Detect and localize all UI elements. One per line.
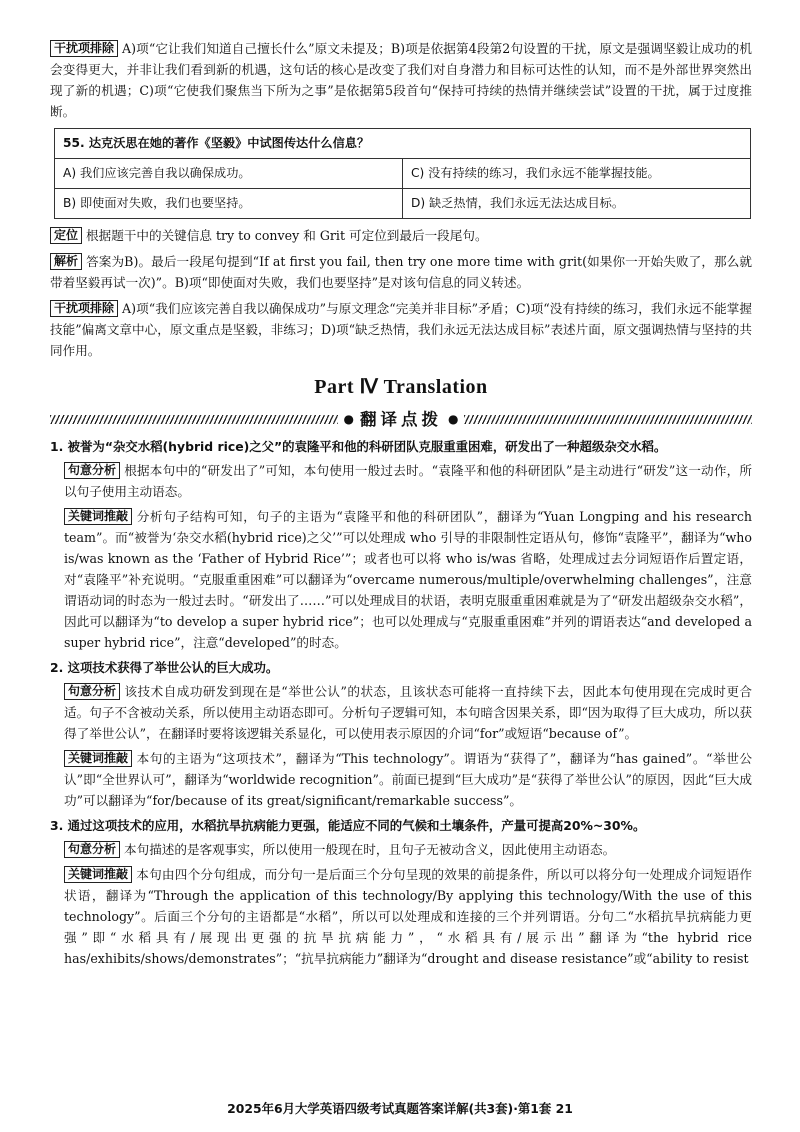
page-content: [50, 38, 752, 973]
item-2-analysis-text: 该技术自成功研发到现在是“举世公认”的状态，且该状态可能将一直持续下去，因此本句使用现在完成时更合适。句子不含被动关系，所以使用主动语态即可。分析句子逻辑可知，本句暗含因果关系，即“因为取得了巨大成功，所以获得了举世公认”，在翻译时要将该逻辑关系显化，可以使用表示原因的介词“for”或短语“because of”。: [64, 684, 752, 741]
analysis-text: 答案为B)。最后一段尾句提到“If at first you fail, then try one more time with grit(如果你一开始失败了，那么就带着坚毅再试一次)”。B)项“即使面对失败，我们也要坚持”是对该句信息的同义转述。: [50, 254, 752, 290]
analysis-tag: 解析: [50, 253, 82, 270]
banner-title: 翻译点拨: [360, 409, 442, 429]
item-1-analysis-text: 根据本句中的“研发出了”可知，本句使用一般过去时。“袁隆平和他的科研团队”是主动进行“研发”这一动作，所以句子使用主动语态。: [64, 463, 752, 499]
item-2-keyword: [50, 748, 752, 811]
option-c: C) 没有持续的练习，我们永远不能掌握技能。: [403, 159, 751, 189]
banner-hatch-left: [50, 415, 338, 424]
option-b: B) 即使面对失败，我们也要坚持。: [55, 189, 403, 219]
item-2-keyword-text: 本句的主语为“这项技术”，翻译为“This technology”。谓语为“获得了”，翻译为“has gained”。“举世公认”即“全世界认可”，翻译为“worldwide recognition”。前面已提到“巨大成功”是“获得了举世公认”的原因，因此“巨大成功”可以翻译为“for/because of its great/significant/remarkable success”。: [64, 751, 752, 808]
locate-paragraph: [50, 225, 752, 246]
section-banner: [50, 408, 752, 430]
translation-sentence-2: 2. 这项技术获得了举世公认的巨大成功。: [50, 660, 279, 675]
sentence-analysis-tag: 句意分析: [64, 683, 120, 700]
translation-sentence-3: 3. 通过这项技术的应用，水稻抗旱抗病能力更强，能适应不同的气候和土壤条件，产量可提高20%~30%。: [50, 818, 646, 833]
item-3-analysis-text: 本句描述的是客观事实，所以使用一般现在时，且句子无被动含义，因此使用主动语态。: [124, 842, 616, 857]
locate-tag: 定位: [50, 227, 82, 244]
question-55-table: [54, 128, 751, 219]
banner-hatch-right: [464, 415, 752, 424]
banner-dot-icon: ●: [343, 411, 354, 426]
item-3-analysis: [50, 839, 752, 860]
intro-distractor-text: A)项“它让我们知道自己擅长什么”原文未提及；B)项是依据第4段第2句设置的干扰，原文是强调坚毅让成功的机会变得更大，并非让我们看到新的机遇，这句话的核心是改变了我们对自身潜力和目标可达性的认知，而不是外部世界突然出现了新的机遇；C)项“它使我们聚焦当下所为之事”是依据第5段首句“保持可持续的热情并继续尝试”设置的干扰，属于过度推断。: [50, 41, 752, 119]
q55-distractor-text: A)项“我们应该完善自我以确保成功”与原文理念“完美并非目标”矛盾；C)项“没有持续的练习，我们永远不能掌握技能”偏离文章中心，原文重点是坚毅，非练习；D)项“缺乏热情，我们永远无法达成目标”表述片面，原文强调热情与坚持的共同作用。: [50, 301, 752, 358]
analysis-paragraph: [50, 251, 752, 293]
keyword-tag: 关键词推敲: [64, 508, 132, 525]
q55-distractor-paragraph: [50, 298, 752, 361]
keyword-tag: 关键词推敲: [64, 866, 132, 883]
item-3-keyword-text: 本句由四个分句组成，而分句一是后面三个分句呈现的效果的前提条件，所以可以将分句一处理成介词短语作状语，翻译为“Through the application of this technology/By applying this technology/With the use of this technology”。后面三个分句的主语都是“水稻”，所以可以处理成和连接的三个并列谓语。分句二“水稻抗旱抗病能力更强”即“水稻具有/展现出更强的抗旱抗病能力”，“水稻具有/展示出”翻译为“the hybrid rice has/exhibits/shows/demonstrates”；“抗旱抗病能力”翻译为“drought and disease resistance”或“ability to resist: [64, 867, 752, 966]
item-1-keyword: [50, 506, 752, 653]
keyword-tag: 关键词推敲: [64, 750, 132, 767]
option-d: D) 缺乏热情，我们永远无法达成目标。: [403, 189, 751, 219]
item-2-analysis: [50, 681, 752, 744]
question-55-title: 55. 达克沃思在她的著作《坚毅》中试图传达什么信息？: [55, 129, 751, 159]
item-3-keyword: [50, 864, 752, 969]
intro-distractor-paragraph: [50, 38, 752, 122]
translation-sentence-1: 1. 被誉为“杂交水稻(hybrid rice)之父”的袁隆平和他的科研团队克服重重困难，研发出了一种超级杂交水稻。: [50, 439, 667, 454]
distractor-tag: 干扰项排除: [50, 300, 118, 317]
distractor-tag: 干扰项排除: [50, 40, 118, 57]
part-title: Part Ⅳ Translation: [314, 376, 488, 398]
option-a: A) 我们应该完善自我以确保成功。: [55, 159, 403, 189]
item-1-analysis: [50, 460, 752, 502]
item-1-keyword-text: 分析句子结构可知，句子的主语为“袁隆平和他的科研团队”，翻译为“Yuan Longping and his research team”。而“被誉为‘杂交水稻(hybrid rice)之父’”可以处理成 who 引导的非限制性定语从句，修饰“袁隆平”，翻译为“who is/was known as the ‘Father of Hybrid Rice’”；或者也可以将 who is/was 省略，处理成过去分词短语作后置定语，对“袁隆平”补充说明。“克服重重困难”可以翻译为“overcame numerous/multiple/overwhelming challenges”，注意谓语动词的时态为一般过去时。“研发出了……”可以处理成目的状语，表明克服重重困难就是为了“研发出超级杂交水稻”，因此可以翻译为“to develop a super hybrid rice”；也可以处理成与“克服重重困难”并列的谓语表达“and developed a super hybrid rice”，注意“developed”的时态。: [64, 509, 752, 650]
locate-text: 根据题干中的关键信息 try to convey 和 Grit 可定位到最后一段尾句。: [86, 228, 488, 243]
sentence-analysis-tag: 句意分析: [64, 841, 120, 858]
sentence-analysis-tag: 句意分析: [64, 462, 120, 479]
page-footer: 2025年6月大学英语四级考试真题答案详解(共3套)·第1套 21: [227, 1101, 573, 1116]
banner-dot-icon: ●: [448, 411, 459, 426]
